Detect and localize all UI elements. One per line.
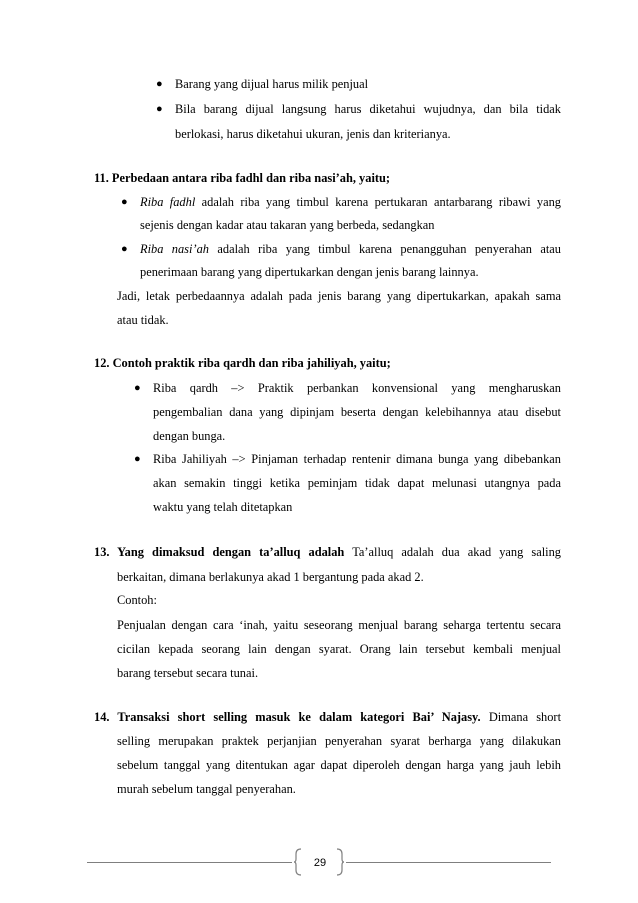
section-13-line-4: Penjualan dengan cara ‘inah, yaitu seseorang menjual barang seharga tertentu secara	[117, 618, 561, 632]
section-14-heading-rest: Dimana short	[488, 710, 562, 724]
section-13-heading-bold: 13. Yang dimaksud dengan ta’alluq adalah	[94, 545, 345, 559]
bullet-dot: ●	[134, 382, 141, 394]
term-riba-nasiah: Riba nasi’ah	[140, 242, 209, 256]
section-11-heading-text: 11. Perbedaan antara riba fadhl dan riba nasi’ah, yaitu;	[94, 171, 391, 185]
section-11-paragraph-line-2: atau tidak.	[117, 313, 169, 327]
section-12-bullet-1-line-1: Riba qardh –> Praktik perbankan konvensional yang mengharuskan	[153, 381, 561, 395]
intro-bullet-1: Barang yang dijual harus milik penjual	[175, 77, 369, 91]
intro-bullet-2-line-2: berlokasi, harus diketahui ukuran, jenis dan kriterianya.	[175, 127, 451, 141]
section-11-bullet-2-line-2: penerimaan barang yang dipertukarkan dengan jenis barang lainnya.	[140, 265, 479, 279]
bullet-dot: ●	[134, 453, 141, 465]
footer-rule-left	[87, 862, 292, 863]
section-14-line-2: selling merupakan praktek perjanjian penyerahan syarat berharga yang dilakukan	[117, 734, 561, 748]
section-13-line-6: barang tersebut secara tunai.	[117, 666, 259, 680]
section-14-heading	[94, 709, 561, 725]
intro-bullet-2-line-1: Bila barang dijual langsung harus diketahui wujudnya, dan bila tidak	[175, 102, 561, 116]
section-14-line-4: murah sebelum tanggal penyerahan.	[117, 782, 296, 796]
section-14-heading-bold: 14. Transaksi short selling masuk ke dalam kategori Bai’ Najasy.	[94, 710, 481, 724]
section-13-line-3: Contoh:	[117, 593, 157, 607]
section-11-bullet-1-text: adalah riba yang timbul karena pertukaran antarbarang ribawi yang	[201, 195, 561, 209]
section-12-bullet-2-line-1: Riba Jahiliyah –> Pinjaman terhadap rentenir dimana bunga yang dibebankan	[153, 452, 561, 466]
section-12-bullet-1-line-2: pengembalian dana yang dipinjam beserta dengan kelebihannya atau disebut	[153, 405, 561, 419]
footer-rule-right	[346, 862, 551, 863]
page-number: 29	[313, 857, 327, 869]
term-riba-fadhl: Riba fadhl	[140, 195, 196, 209]
section-12-bullet-1-line-3: dengan bunga.	[153, 429, 226, 443]
bullet-dot: ●	[121, 196, 128, 208]
footer-bracket-right	[336, 848, 344, 876]
section-11-paragraph-line-1: Jadi, letak perbedaannya adalah pada jenis barang yang dipertukarkan, apakah sama	[117, 289, 561, 303]
section-11-bullet-2-text: adalah riba yang timbul karena penangguhan penyerahan atau	[217, 242, 561, 256]
section-11-bullet-2-line-1	[140, 241, 561, 257]
section-12-heading	[94, 355, 391, 371]
section-13-heading	[94, 544, 561, 560]
section-13-heading-rest: Ta’alluq adalah dua akad yang saling	[352, 545, 561, 559]
section-13-line-2: berkaitan, dimana berlakunya akad 1 bergantung pada akad 2.	[117, 570, 424, 584]
section-12-heading-text: 12. Contoh praktik riba qardh dan riba jahiliyah, yaitu;	[94, 356, 391, 370]
bullet-dot: ●	[156, 103, 163, 115]
bullet-dot: ●	[156, 78, 163, 90]
section-11-bullet-1-line-2: sejenis dengan kadar atau takaran yang berbeda, sedangkan	[140, 218, 435, 232]
section-11-heading	[94, 170, 390, 186]
section-12-bullet-2-line-2: akan semakin tinggi ketika peminjam tidak dapat melunasi utangnya pada	[153, 476, 561, 490]
bullet-dot: ●	[121, 243, 128, 255]
section-13-line-5: cicilan kepada seorang lain dengan syarat. Orang lain tersebut kembali menjual	[117, 642, 561, 656]
section-14-line-3: sebelum tanggal yang ditentukan agar dapat diperoleh dengan harga yang jauh lebih	[117, 758, 561, 772]
section-12-bullet-2-line-3: waktu yang telah ditetapkan	[153, 500, 293, 514]
section-11-bullet-1-line-1	[140, 194, 561, 210]
